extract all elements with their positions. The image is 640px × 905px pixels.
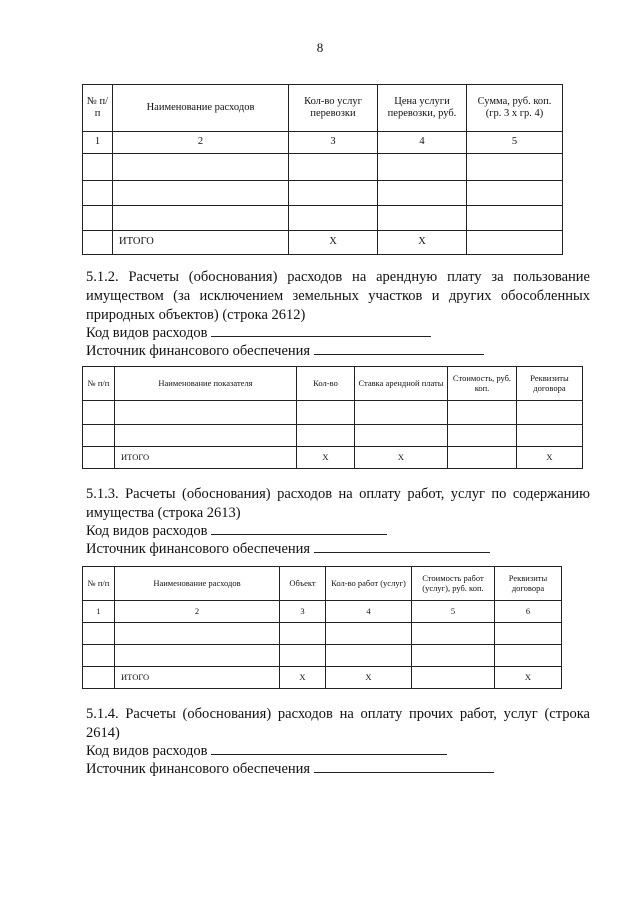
header-cell: Стоимость, руб. коп. — [448, 367, 517, 401]
table-cell: Х — [289, 231, 378, 255]
page-number: 8 — [316, 40, 324, 55]
table-cell: 3 — [289, 132, 378, 154]
table-cell: Х — [495, 667, 562, 689]
table-cell: Х — [280, 667, 326, 689]
table-cell: Х — [297, 447, 355, 469]
funding-source-blank — [314, 538, 490, 553]
table-cell: 1 — [83, 132, 113, 154]
funding-source-label: Источник финансового обеспечения — [86, 343, 311, 359]
table-cell — [412, 667, 495, 689]
table-cell — [83, 231, 113, 255]
table-cell: 5 — [412, 601, 495, 623]
table-header-row — [83, 367, 583, 401]
section-heading: 5.1.4. Расчеты (обоснования) расходов на оплату прочих работ, услуг (строка 2614) — [86, 706, 590, 741]
table-row — [83, 623, 562, 645]
rent-expenses-table — [82, 366, 583, 469]
table-row — [83, 154, 563, 181]
funding-source-label: Источник финансового обеспечения — [86, 761, 311, 777]
total-row — [83, 667, 562, 689]
table-row — [83, 206, 563, 231]
table-cell: 2 — [115, 601, 280, 623]
funding-source-blank — [314, 340, 484, 355]
column-number-row — [83, 601, 562, 623]
table-header-row — [83, 567, 562, 601]
table-row — [83, 181, 563, 206]
header-cell: Сумма, руб. коп. (гр. 3 х гр. 4) — [467, 85, 563, 132]
transport-expenses-table — [82, 84, 563, 255]
expense-code-blank — [211, 322, 431, 337]
header-cell: Реквизиты договора — [495, 567, 562, 601]
table-cell: 4 — [378, 132, 467, 154]
table-cell: 3 — [280, 601, 326, 623]
expense-code-label: Код видов расходов — [86, 743, 208, 759]
table-cell: 2 — [113, 132, 289, 154]
funding-source-blank — [314, 758, 494, 773]
expense-code-label: Код видов расходов — [86, 325, 208, 341]
table-cell: Х — [355, 447, 448, 469]
funding-source-line — [86, 538, 490, 559]
table-cell: 4 — [326, 601, 412, 623]
table-cell — [467, 231, 563, 255]
expense-code-blank — [211, 740, 447, 755]
section-heading: 5.1.3. Расчеты (обоснования) расходов на оплату работ, услуг по содержанию имущества (строка 2613) — [86, 486, 590, 521]
funding-source-label: Источник финансового обеспечения — [86, 541, 311, 557]
total-row — [83, 231, 563, 255]
table-cell — [83, 667, 115, 689]
column-number-row — [83, 132, 563, 154]
table-cell: Х — [326, 667, 412, 689]
table-cell: 1 — [83, 601, 115, 623]
header-cell: № п/п — [83, 85, 113, 132]
funding-source-line — [86, 340, 484, 361]
table-header-row — [83, 85, 563, 132]
header-cell: Наименование расходов — [113, 85, 289, 132]
funding-source-line — [86, 758, 494, 779]
table-cell — [448, 447, 517, 469]
header-cell: Кол-во работ (услуг) — [326, 567, 412, 601]
header-cell: Ставка арендной платы — [355, 367, 448, 401]
header-cell: № п/п — [83, 567, 115, 601]
total-row — [83, 447, 583, 469]
table-cell: 6 — [495, 601, 562, 623]
total-label: ИТОГО — [115, 447, 297, 469]
header-cell: № п/п — [83, 367, 115, 401]
section-heading: 5.1.2. Расчеты (обоснования) расходов на арендную плату за пользование имуществом (за исключением земельных участков и других обособленных природных объектов) (строка 2612) — [86, 269, 590, 323]
table-row — [83, 401, 583, 425]
header-cell: Объект — [280, 567, 326, 601]
table-row — [83, 645, 562, 667]
header-cell: Цена услуги перевозки, руб. — [378, 85, 467, 132]
expense-code-blank — [211, 520, 387, 535]
header-cell: Стоимость работ (услуг), руб. коп. — [412, 567, 495, 601]
table-row — [83, 425, 583, 447]
header-cell: Кол-во — [297, 367, 355, 401]
table-cell: 5 — [467, 132, 563, 154]
table-cell: Х — [378, 231, 467, 255]
maintenance-expenses-table — [82, 566, 562, 689]
header-cell: Наименование расходов — [115, 567, 280, 601]
header-cell: Кол-во услуг перевозки — [289, 85, 378, 132]
table-cell — [83, 447, 115, 469]
total-label: ИТОГО — [115, 667, 280, 689]
header-cell: Наименование показателя — [115, 367, 297, 401]
header-cell: Реквизиты договора — [517, 367, 583, 401]
table-cell: Х — [517, 447, 583, 469]
total-label: ИТОГО — [113, 231, 289, 255]
expense-code-label: Код видов расходов — [86, 523, 208, 539]
